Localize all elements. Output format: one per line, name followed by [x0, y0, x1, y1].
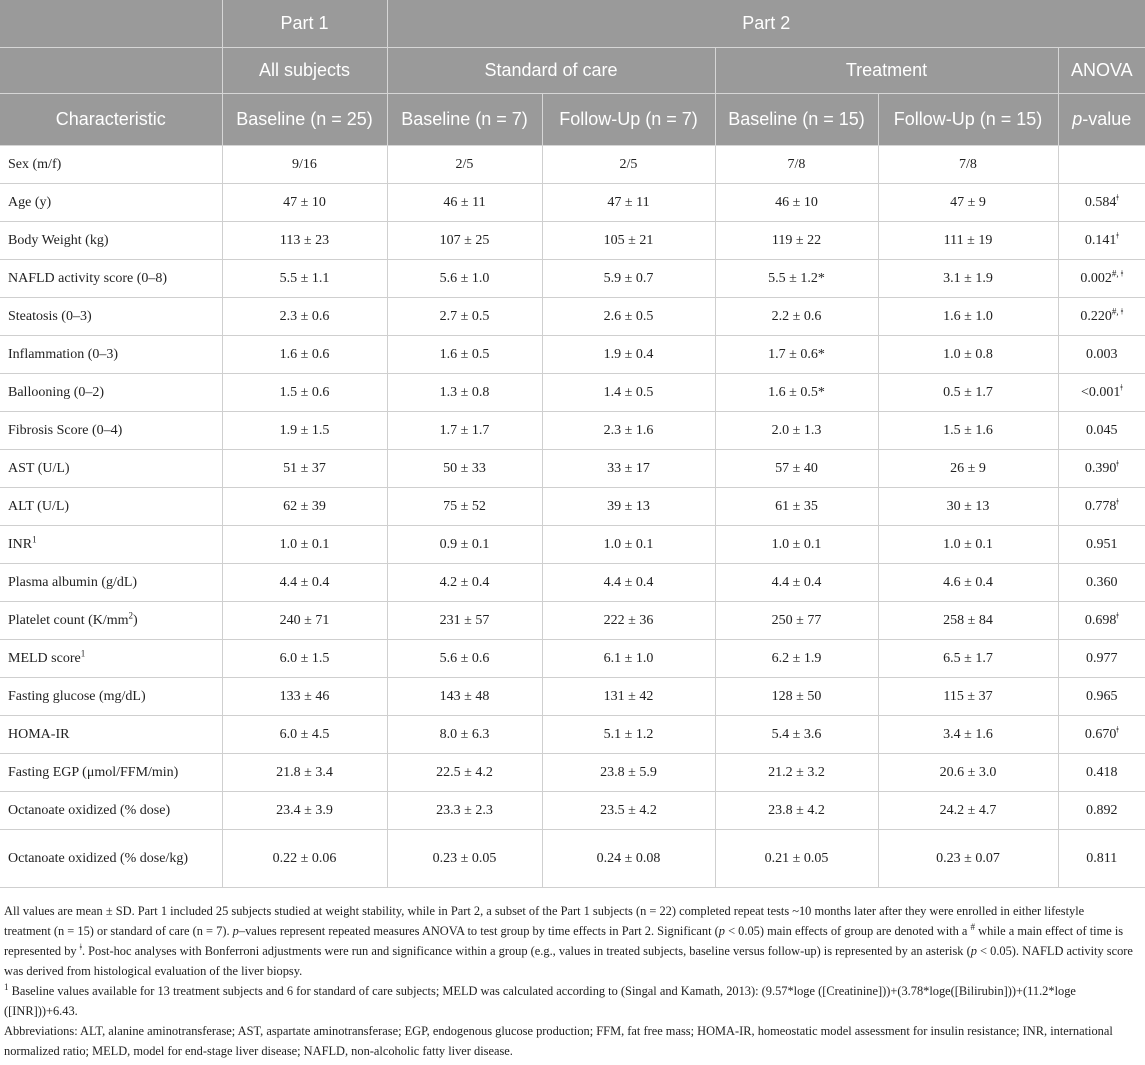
- value-cell: 0.23 ± 0.07: [878, 830, 1058, 888]
- p-value-cell: [1058, 336, 1145, 374]
- value-cell: 61 ± 35: [715, 488, 878, 526]
- table-row: [0, 222, 1145, 260]
- header-p-value: [1058, 94, 1145, 146]
- value-cell: 6.0 ± 4.5: [222, 716, 387, 754]
- p-value-text: 0.892: [1086, 802, 1118, 818]
- value-cell: 1.0 ± 0.1: [878, 526, 1058, 564]
- table-row: [0, 754, 1145, 792]
- header-baseline-15: Baseline (n = 15): [715, 94, 878, 146]
- row-label: [0, 146, 222, 184]
- value-cell: 51 ± 37: [222, 450, 387, 488]
- value-cell: 30 ± 13: [878, 488, 1058, 526]
- value-cell: 5.5 ± 1.1: [222, 260, 387, 298]
- row-label-text: Inflammation (0–3): [8, 346, 119, 362]
- value-cell: 57 ± 40: [715, 450, 878, 488]
- header-part1: Part 1: [222, 0, 387, 48]
- header-treatment: Treatment: [715, 48, 1058, 94]
- footnote-abbreviations: Abbreviations: ALT, alanine aminotransferase; AST, aspartate aminotransferase; EGP, endogenous glucose production; FFM, fat free mass; HOMA-IR, homeostatic model assessment for insulin resistance; INR, international normalized ratio; MELD, model for end-stage liver disease; NAFLD, non-alcoholic fatty liver disease.: [4, 1024, 1113, 1058]
- value-cell: 5.6 ± 1.0: [387, 260, 542, 298]
- value-cell: 23.8 ± 5.9: [542, 754, 715, 792]
- row-label-text: Body Weight (kg): [8, 232, 109, 248]
- p-value-superscript: #, ǂ: [1111, 305, 1124, 316]
- row-label-text: Platelet count (K/mm: [8, 612, 129, 628]
- value-cell: 143 ± 48: [387, 678, 542, 716]
- label-superscript: 2: [128, 609, 134, 620]
- p-value-superscript: ǂ: [1116, 191, 1119, 202]
- p-value-cell: [1058, 716, 1145, 754]
- value-cell: 8.0 ± 6.3: [387, 716, 542, 754]
- row-label-text: Fasting EGP (μmol/FFM/min): [8, 764, 179, 780]
- table-row: [0, 640, 1145, 678]
- value-cell: 0.21 ± 0.05: [715, 830, 878, 888]
- p-value-text: 0.220: [1080, 308, 1112, 324]
- row-label: [0, 792, 222, 830]
- p-value-cell: [1058, 222, 1145, 260]
- value-cell: 5.5 ± 1.2*: [715, 260, 878, 298]
- row-label-text: Fibrosis Score (0–4): [8, 422, 123, 438]
- value-cell: 3.4 ± 1.6: [878, 716, 1058, 754]
- footnote-text: < 0.05) main effects of group are denoted with a: [724, 924, 971, 938]
- value-cell: 46 ± 10: [715, 184, 878, 222]
- row-label: [0, 184, 222, 222]
- p-value-cell: [1058, 830, 1145, 888]
- value-cell: 46 ± 11: [387, 184, 542, 222]
- value-cell: 1.0 ± 0.1: [715, 526, 878, 564]
- p-value-cell: [1058, 602, 1145, 640]
- value-cell: 39 ± 13: [542, 488, 715, 526]
- corner-cell: [0, 48, 222, 94]
- value-cell: 2/5: [387, 146, 542, 184]
- value-cell: 1.6 ± 0.5*: [715, 374, 878, 412]
- value-cell: 4.6 ± 0.4: [878, 564, 1058, 602]
- footnote-hash-symbol: #: [970, 921, 976, 932]
- value-cell: 6.5 ± 1.7: [878, 640, 1058, 678]
- value-cell: 115 ± 37: [878, 678, 1058, 716]
- value-cell: 1.5 ± 0.6: [222, 374, 387, 412]
- value-cell: 250 ± 77: [715, 602, 878, 640]
- footnote-text: while a main effect of time is represented by: [4, 924, 1124, 958]
- p-value-text: 0.045: [1086, 422, 1118, 438]
- p-value-cell: [1058, 298, 1145, 336]
- value-cell: 33 ± 17: [542, 450, 715, 488]
- table-row: [0, 450, 1145, 488]
- footnote-p: p: [232, 924, 239, 938]
- table-row: [0, 830, 1145, 888]
- footnote-text: –values represent repeated measures ANOVA to test group by time effects in Part 2. Significant (: [238, 924, 719, 938]
- value-cell: 4.2 ± 0.4: [387, 564, 542, 602]
- row-label-text: AST (U/L): [8, 460, 70, 476]
- row-label-text: NAFLD activity score (0–8): [8, 270, 168, 286]
- value-cell: 0.5 ± 1.7: [878, 374, 1058, 412]
- value-cell: 20.6 ± 3.0: [878, 754, 1058, 792]
- footnote-meld: [4, 981, 1134, 1021]
- p-value-superscript: ǂ: [1116, 723, 1119, 734]
- table-row: [0, 526, 1145, 564]
- row-label-text: MELD score: [8, 650, 81, 666]
- p-italic: p: [1072, 109, 1083, 129]
- table-row: [0, 260, 1145, 298]
- value-cell: 5.6 ± 0.6: [387, 640, 542, 678]
- p-value-text: 0.141: [1084, 232, 1117, 248]
- value-cell: 5.4 ± 3.6: [715, 716, 878, 754]
- value-cell: 2.7 ± 0.5: [387, 298, 542, 336]
- row-label: [0, 450, 222, 488]
- header-all-subjects: All subjects: [222, 48, 387, 94]
- value-cell: 23.3 ± 2.3: [387, 792, 542, 830]
- table-row: [0, 374, 1145, 412]
- header-followup-7: Follow-Up (n = 7): [542, 94, 715, 146]
- table-body: [0, 146, 1145, 888]
- p-value-cell: [1058, 678, 1145, 716]
- row-label: [0, 640, 222, 678]
- value-cell: 4.4 ± 0.4: [222, 564, 387, 602]
- row-label: [0, 488, 222, 526]
- value-cell: 2.6 ± 0.5: [542, 298, 715, 336]
- value-cell: 1.9 ± 1.5: [222, 412, 387, 450]
- p-value-superscript: ǂ: [1116, 495, 1119, 506]
- value-cell: 0.23 ± 0.05: [387, 830, 542, 888]
- footnote-p: p: [970, 944, 977, 958]
- row-label: [0, 678, 222, 716]
- value-cell: 258 ± 84: [878, 602, 1058, 640]
- p-value-cell: [1058, 374, 1145, 412]
- footnote-p: p: [718, 924, 725, 938]
- value-cell: 222 ± 36: [542, 602, 715, 640]
- value-cell: 2.0 ± 1.3: [715, 412, 878, 450]
- value-cell: 231 ± 57: [387, 602, 542, 640]
- row-label-text: ALT (U/L): [8, 498, 70, 514]
- value-cell: 1.7 ± 1.7: [387, 412, 542, 450]
- value-cell: 4.4 ± 0.4: [715, 564, 878, 602]
- p-value-text: 0.965: [1086, 688, 1118, 704]
- row-label: [0, 374, 222, 412]
- value-cell: 75 ± 52: [387, 488, 542, 526]
- value-cell: 50 ± 33: [387, 450, 542, 488]
- value-cell: 2.3 ± 0.6: [222, 298, 387, 336]
- value-cell: 240 ± 71: [222, 602, 387, 640]
- value-cell: 1.0 ± 0.1: [542, 526, 715, 564]
- value-cell: 1.6 ± 0.6: [222, 336, 387, 374]
- p-value-cell: [1058, 640, 1145, 678]
- value-cell: 0.9 ± 0.1: [387, 526, 542, 564]
- row-label-tail: ): [133, 612, 138, 628]
- p-value-text: 0.670: [1084, 726, 1117, 742]
- row-label-text: HOMA-IR: [8, 726, 70, 742]
- footnote-marker: 1: [4, 981, 9, 992]
- value-cell: 128 ± 50: [715, 678, 878, 716]
- value-cell: 1.3 ± 0.8: [387, 374, 542, 412]
- value-cell: 47 ± 11: [542, 184, 715, 222]
- p-value-text: 0.811: [1086, 850, 1118, 866]
- row-label: [0, 222, 222, 260]
- table-row: [0, 146, 1145, 184]
- p-value-cell: [1058, 184, 1145, 222]
- label-superscript: 1: [80, 647, 86, 658]
- value-cell: 21.2 ± 3.2: [715, 754, 878, 792]
- value-cell: 5.1 ± 1.2: [542, 716, 715, 754]
- value-cell: 1.0 ± 0.8: [878, 336, 1058, 374]
- footnote-main: [4, 901, 1134, 981]
- footnote-text: . Post-hoc analyses with Bonferroni adjustments were run and significance within a group (e.g., values in treated subjects, baseline versus follow-up) is represented by an asterisk (: [81, 944, 971, 958]
- value-cell: 0.24 ± 0.08: [542, 830, 715, 888]
- footnote-time-symbol: ǂ: [79, 941, 82, 952]
- footnote-text: < 0.05). NAFLD activity score was derived from histological evaluation of the liver biopsy.: [4, 944, 1133, 978]
- p-value-cell: [1058, 450, 1145, 488]
- value-cell: 7/8: [878, 146, 1058, 184]
- value-cell: 113 ± 23: [222, 222, 387, 260]
- label-superscript: 1: [32, 533, 37, 544]
- table-row: [0, 184, 1145, 222]
- table-row: [0, 564, 1145, 602]
- p-value-text: <0.001: [1080, 384, 1121, 400]
- row-label-text: Octanoate oxidized (% dose/kg): [8, 850, 188, 866]
- value-cell: 1.6 ± 0.5: [387, 336, 542, 374]
- value-cell: 7/8: [715, 146, 878, 184]
- p-value-suffix: -value: [1082, 109, 1132, 129]
- value-cell: 24.2 ± 4.7: [878, 792, 1058, 830]
- value-cell: 1.4 ± 0.5: [542, 374, 715, 412]
- p-value-text: 0.418: [1086, 764, 1118, 780]
- row-label: [0, 412, 222, 450]
- row-label: [0, 298, 222, 336]
- header-part2: Part 2: [387, 0, 1145, 48]
- value-cell: 47 ± 9: [878, 184, 1058, 222]
- table-row: [0, 792, 1145, 830]
- p-value-superscript: #, ǂ: [1111, 267, 1124, 278]
- value-cell: 5.9 ± 0.7: [542, 260, 715, 298]
- p-value-text: 0.951: [1086, 536, 1118, 552]
- value-cell: 23.4 ± 3.9: [222, 792, 387, 830]
- row-label: [0, 754, 222, 792]
- value-cell: 47 ± 10: [222, 184, 387, 222]
- value-cell: 133 ± 46: [222, 678, 387, 716]
- table-row: [0, 336, 1145, 374]
- p-value-superscript: ǂ: [1120, 381, 1123, 392]
- footnote-text: All values are mean ± SD. Part 1 included 25 subjects studied at weight stability, while in Part 2, a subset of the Part 1 subjects (n = 22) completed repeat tests ~10 months later after they were enrolled in either lifestyle treatment (n = 15) or standard of care (n = 7).: [4, 904, 1085, 938]
- table-row: [0, 678, 1145, 716]
- corner-cell: [0, 0, 222, 48]
- value-cell: 6.2 ± 1.9: [715, 640, 878, 678]
- value-cell: 3.1 ± 1.9: [878, 260, 1058, 298]
- table-row: [0, 298, 1145, 336]
- value-cell: 62 ± 39: [222, 488, 387, 526]
- p-value-text: 0.003: [1086, 346, 1118, 362]
- p-value-cell: [1058, 564, 1145, 602]
- value-cell: 22.5 ± 4.2: [387, 754, 542, 792]
- footnote-text: Baseline values available for 13 treatment subjects and 6 for standard of care subjects; MELD was calculated according to (Singal and Kamath, 2013): (9.57*loge ([Creatinine]))+(3.78*loge([Bilirubin]))+(11.2*loge ([INR]))+6.43.: [4, 984, 1076, 1018]
- value-cell: 105 ± 21: [542, 222, 715, 260]
- row-label: [0, 564, 222, 602]
- p-value-cell: [1058, 526, 1145, 564]
- table-row: [0, 488, 1145, 526]
- p-value-cell: [1058, 412, 1145, 450]
- p-value-superscript: ǂ: [1116, 457, 1119, 468]
- p-value-superscript: ǂ: [1116, 609, 1119, 620]
- value-cell: 6.1 ± 1.0: [542, 640, 715, 678]
- p-value-cell: [1058, 260, 1145, 298]
- p-value-text: 0.360: [1086, 574, 1118, 590]
- header-characteristic: Characteristic: [0, 94, 222, 146]
- value-cell: 2/5: [542, 146, 715, 184]
- value-cell: 111 ± 19: [878, 222, 1058, 260]
- header-standard-of-care: Standard of care: [387, 48, 715, 94]
- value-cell: 1.0 ± 0.1: [222, 526, 387, 564]
- p-value-text: 0.977: [1086, 650, 1118, 666]
- p-value-text: 0.002: [1080, 270, 1112, 286]
- table-row: [0, 412, 1145, 450]
- p-value-cell: [1058, 146, 1145, 184]
- value-cell: 131 ± 42: [542, 678, 715, 716]
- row-label-text: Ballooning (0–2): [8, 384, 105, 400]
- value-cell: 119 ± 22: [715, 222, 878, 260]
- p-value-cell: [1058, 488, 1145, 526]
- row-label-text: Plasma albumin (g/dL): [8, 574, 138, 590]
- value-cell: 0.22 ± 0.06: [222, 830, 387, 888]
- row-label-text: Fasting glucose (mg/dL): [8, 688, 146, 704]
- value-cell: 1.6 ± 1.0: [878, 298, 1058, 336]
- row-label: [0, 526, 222, 564]
- value-cell: 9/16: [222, 146, 387, 184]
- row-label-text: INR: [8, 536, 33, 552]
- value-cell: 23.5 ± 4.2: [542, 792, 715, 830]
- p-value-text: 0.778: [1084, 498, 1117, 514]
- value-cell: 21.8 ± 3.4: [222, 754, 387, 792]
- row-label: [0, 336, 222, 374]
- value-cell: 6.0 ± 1.5: [222, 640, 387, 678]
- row-label: [0, 260, 222, 298]
- header-baseline-7: Baseline (n = 7): [387, 94, 542, 146]
- row-label-text: Steatosis (0–3): [8, 308, 92, 324]
- row-label: [0, 716, 222, 754]
- header-anova: ANOVA: [1058, 48, 1145, 94]
- value-cell: 2.3 ± 1.6: [542, 412, 715, 450]
- value-cell: 2.2 ± 0.6: [715, 298, 878, 336]
- p-value-cell: [1058, 754, 1145, 792]
- row-label: [0, 830, 222, 888]
- value-cell: 26 ± 9: [878, 450, 1058, 488]
- header-baseline-25: Baseline (n = 25): [222, 94, 387, 146]
- value-cell: 4.4 ± 0.4: [542, 564, 715, 602]
- row-label-text: Octanoate oxidized (% dose): [8, 802, 171, 818]
- p-value-text: 0.584: [1084, 194, 1117, 210]
- value-cell: 1.9 ± 0.4: [542, 336, 715, 374]
- value-cell: 23.8 ± 4.2: [715, 792, 878, 830]
- p-value-text: 0.698: [1084, 612, 1117, 628]
- row-label-text: Age (y): [8, 194, 52, 210]
- table-row: [0, 602, 1145, 640]
- p-value-text: 0.390: [1084, 460, 1117, 476]
- table-footnotes: [0, 901, 1134, 1061]
- header-followup-15: Follow-Up (n = 15): [878, 94, 1058, 146]
- value-cell: 107 ± 25: [387, 222, 542, 260]
- row-label: [0, 602, 222, 640]
- value-cell: 1.7 ± 0.6*: [715, 336, 878, 374]
- value-cell: 1.5 ± 1.6: [878, 412, 1058, 450]
- table-row: [0, 716, 1145, 754]
- row-label-text: Sex (m/f): [8, 156, 62, 172]
- p-value-cell: [1058, 792, 1145, 830]
- p-value-superscript: ǂ: [1116, 229, 1119, 240]
